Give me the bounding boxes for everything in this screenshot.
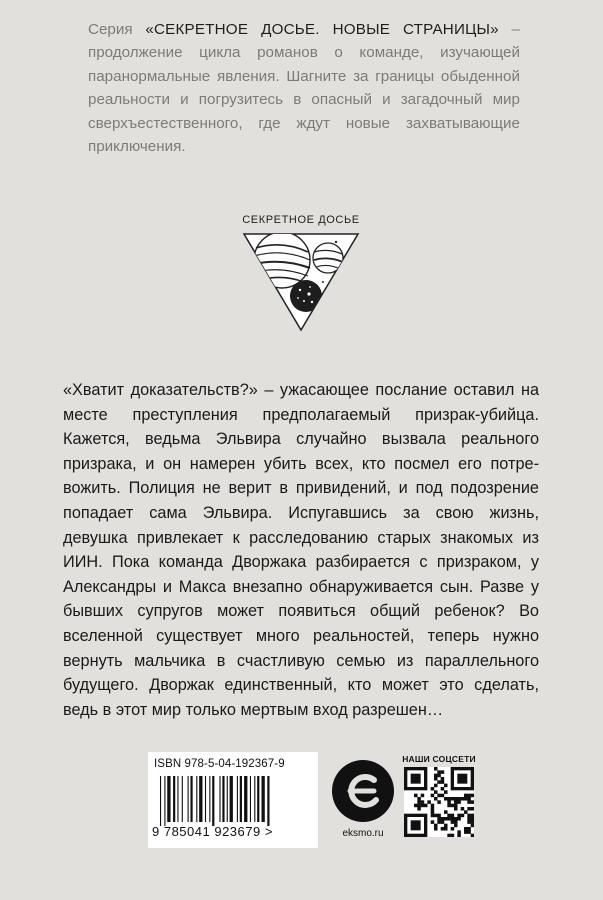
barcode-block [148,752,318,848]
isbn-text: ISBN 978-5-04-192367-9 [154,758,285,770]
publisher-logo-icon [330,758,396,824]
publisher-site: eksmo.ru [342,828,384,839]
series-name: «СЕКРЕТНОЕ ДОСЬЕ. НОВЫЕ СТРАНИЦЫ» [145,21,499,38]
barcode-digits: 9 785041 923679 > [152,824,273,839]
series-intro [88,18,520,158]
planets-triangle-icon [238,230,364,334]
series-logo [238,214,364,334]
social-label: НАШИ СОЦСЕТИ [402,754,476,764]
barcode-icon [158,776,308,826]
annotation-text: «Хватит доказательств?» – ужасающее послание оставил на месте преступления предполагаемый призрак-убийца. Кажется, ведьма Эльвира случайно вызвала реального призрака, и он намерен убить всех, кто посмел его потревожить. Полиция не верит в привидений, и под подозрение попадает сама Эльвира. Испугавшись за свою жизнь, девушка привлекает к расследованию старых знакомых из ИИН. Пока команда Дворжака разбирается с призраком, у Александры и Макса внезапно обнаруживается сын. Разве у бывших супругов может появиться общий ребенок? Во вселенной существует много реальностей, теперь нужно вернуть мальчика в счастливую семью из параллельного будущего. Дворжак единственный, кто может это сделать, ведь в этот мир только мертвым вход разрешен… [63,381,539,719]
series-intro-paragraph [88,18,520,158]
series-logo-title: СЕКРЕТНОЕ ДОСЬЕ [242,214,360,226]
series-prefix: Серия [88,21,146,38]
qr-code-icon [404,767,474,837]
series-description: – продолжение цикла романов о команде, изучающей паранормальные явления. Шагните за границы обыденной реальности и погрузитесь в опасный и загадочный мир сверхъестественного, где ждут новые захватывающие приключения. [88,21,520,156]
book-annotation [63,378,539,722]
social-block [400,754,478,846]
publisher-block [330,758,396,848]
